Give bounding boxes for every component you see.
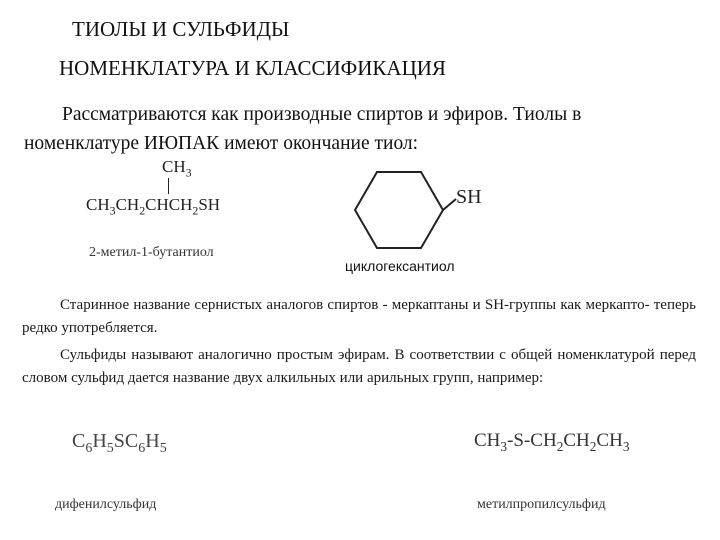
compound1-name: 2-метил-1-бутантиол — [89, 245, 214, 260]
paragraph-sulfides — [22, 344, 696, 390]
compound2-name: циклогексантиол — [345, 258, 455, 274]
paragraph-mercaptans — [22, 294, 696, 340]
compound4-name: метилпропилсульфид — [477, 497, 606, 512]
compound3-name: дифенилсульфид — [55, 497, 157, 512]
butanethiol-chain-formula: $CH_3CH_2CHCH_2SH$ — [86, 195, 221, 218]
intro-sentence: Рассматриваются как производные спиртов и эфиров. Тиолы в номенклатуре ИЮПАК имеют окончание тиол: — [24, 104, 582, 154]
page-title: ТИОЛЫ И СУЛЬФИДЫ — [72, 17, 290, 41]
diphenyl-sulfide-formula: $C_6H_5SC_6H_5$ — [72, 430, 167, 456]
cyclohexane-ring-icon — [340, 160, 510, 260]
paragraph-sulfides-text: Сульфиды называют аналогично простым эфирам. В соответствии с общей номенклатурой перед словом сульфид дается название двух алкильных или арильных групп, например: — [22, 347, 696, 386]
paragraph-mercaptans-text: Старинное название сернистых аналогов спиртов - меркаптаны и SH-группы как меркапто- теперь редко употребляется. — [22, 297, 696, 336]
page-subtitle: НОМЕНКЛАТУРА И КЛАССИФИКАЦИЯ — [59, 56, 446, 80]
methylpropyl-sulfide-formula: $CH_3-S-CH_2CH_2CH_3$ — [474, 430, 630, 454]
thiol-group-label: SH — [456, 186, 482, 208]
methyl-branch-formula: $CH_3$ — [162, 157, 192, 180]
branch-bond-line — [168, 178, 169, 194]
intro-text — [24, 100, 696, 158]
